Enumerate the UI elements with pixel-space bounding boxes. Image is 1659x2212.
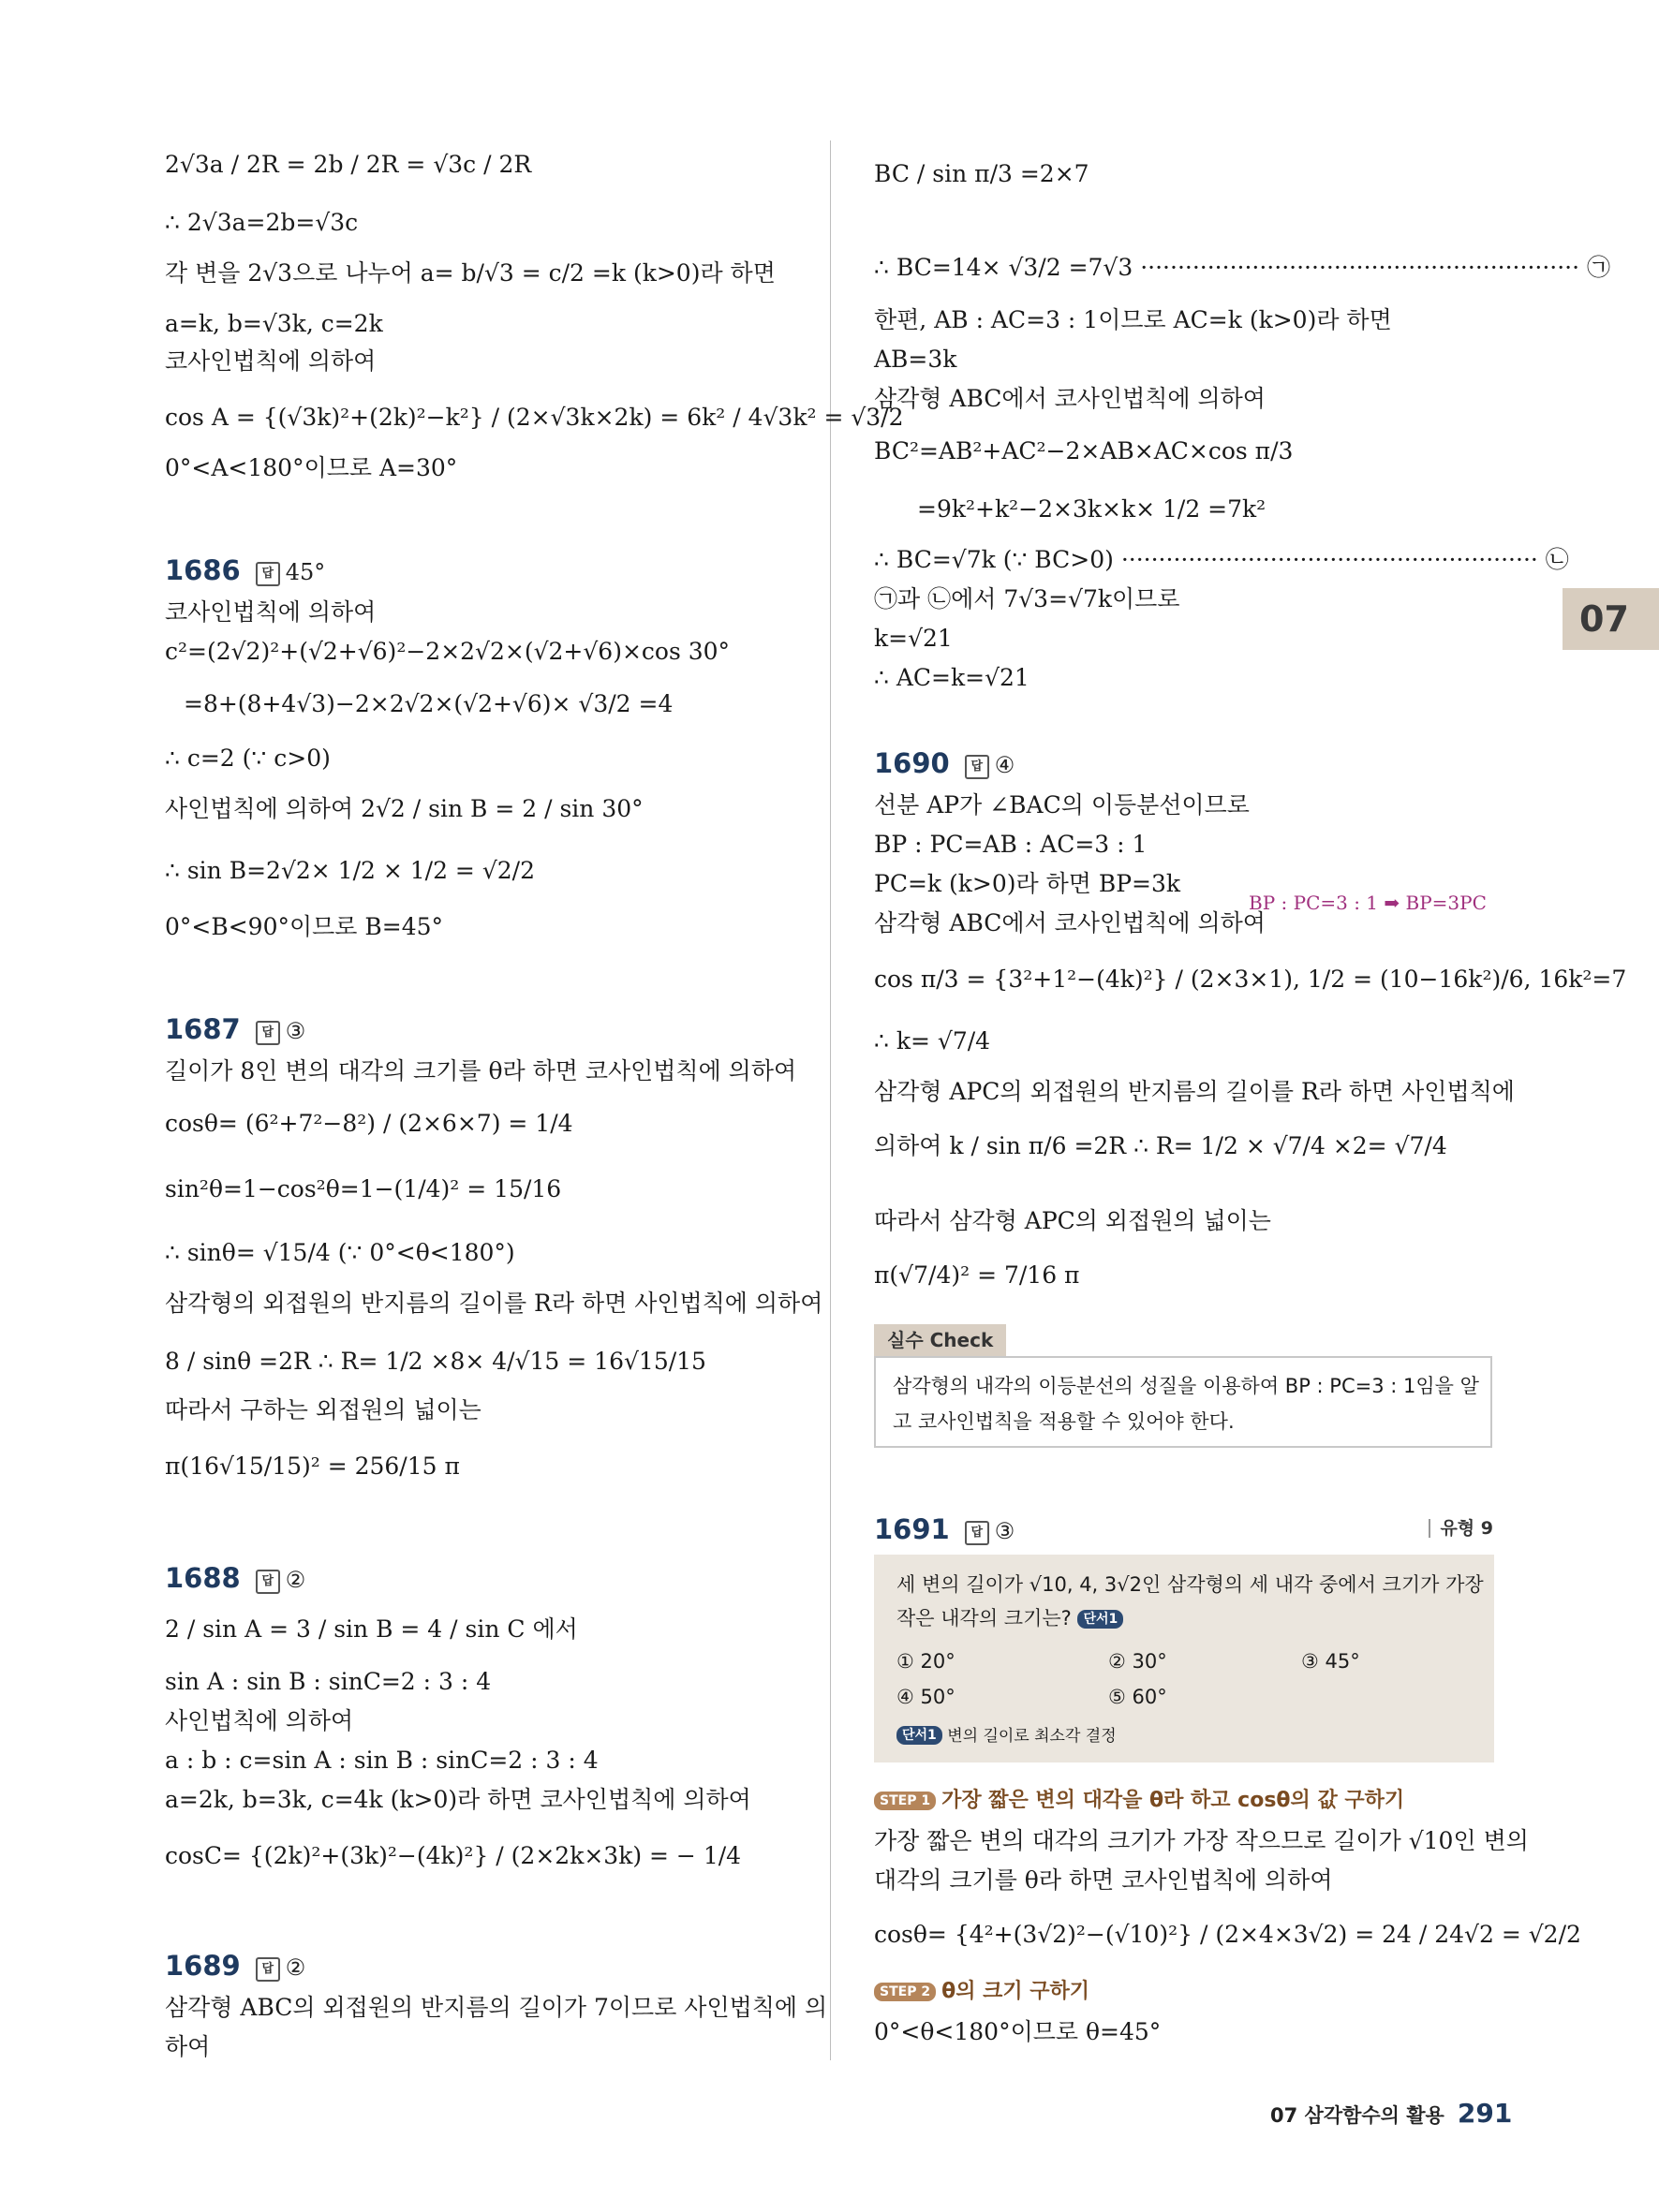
math-line: 2 / sin A = 3 / sin B = 4 / sin C 에서 — [165, 1615, 578, 1643]
math-line: c²=(2√2)²+(√2+√6)²−2×2√2×(√2+√6)×cos 30° — [165, 638, 731, 665]
problem-header-1690: 1690 답 ④ — [874, 747, 1015, 779]
math-line: cosθ= {4²+(3√2)²−(√10)²} / (2×4×3√2) = 24 / 24√2 = √2/2 — [874, 1921, 1581, 1948]
math-line: ㉠과 ㉡에서 7√3=√7k이므로 — [874, 585, 1180, 612]
text-line: 따라서 삼각형 APC의 외접원의 넓이는 — [874, 1207, 1271, 1234]
math-line: 2√3a / 2R = 2b / 2R = √3c / 2R — [165, 151, 532, 178]
math-line: 의하여 k / sin π/6 =2R ∴ R= 1/2 × √7/4 ×2= √7/4 — [874, 1132, 1447, 1159]
check-box — [874, 1356, 1492, 1448]
text-line: 길이가 8인 변의 대각의 크기를 θ라 하면 코사인법칙에 의하여 — [165, 1057, 797, 1084]
math-line: sin A : sin B : sinC=2 : 3 : 4 — [165, 1668, 492, 1695]
choice-2: ② 30° — [1108, 1650, 1167, 1673]
text-line: 사인법칙에 의하여 — [165, 1707, 354, 1734]
math-line: BP : PC=AB : AC=3 : 1 — [874, 831, 1148, 858]
math-line: ∴ c=2 (∵ c>0) — [165, 745, 331, 772]
step1-title: STEP 1 가장 짧은 변의 대각을 θ라 하고 cosθ의 값 구하기 — [874, 1787, 1404, 1815]
page-number: 291 — [1457, 2098, 1513, 2129]
math-line: 사인법칙에 의하여 2√2 / sin B = 2 / sin 30° — [165, 795, 644, 822]
text-line: 코사인법칙에 의하여 — [165, 598, 377, 626]
text-line: 가장 짧은 변의 대각의 크기가 가장 작으므로 길이가 √10인 변의 — [874, 1827, 1529, 1854]
text-line: a=2k, b=3k, c=4k (k>0)라 하면 코사인법칙에 의하여 — [165, 1786, 751, 1813]
choice-1: ① 20° — [896, 1650, 955, 1673]
math-line: BC²=AB²+AC²−2×AB×AC×cos π/3 — [874, 437, 1294, 465]
chapter-tab: 07 — [1563, 588, 1659, 650]
math-line: AB=3k — [874, 346, 957, 373]
text-line: 각 변을 2√3으로 나누어 a= b/√3 = c/2 =k (k>0)라 하면 — [165, 259, 776, 287]
math-line: ∴ AC=k=√21 — [874, 664, 1029, 691]
math-line: a=k, b=√3k, c=2k — [165, 310, 383, 337]
page-footer — [1270, 2098, 1512, 2129]
text-line: 코사인법칙에 의하여 — [165, 347, 377, 375]
math-line: ∴ BC=14× √3/2 =7√3 ··························································· ㉠ — [874, 254, 1611, 281]
text-line: 삼각형 ABC의 외접원의 반지름의 길이가 7이므로 사인법칙에 의 — [165, 1994, 828, 2021]
math-line: ∴ 2√3a=2b=√3c — [165, 209, 359, 236]
choice-5: ⑤ 60° — [1108, 1686, 1167, 1708]
math-line: cosθ= (6²+7²−8²) / (2×6×7) = 1/4 — [165, 1110, 573, 1137]
math-line: PC=k (k>0)라 하면 BP=3k — [874, 870, 1181, 897]
math-line: ∴ k= √7/4 — [874, 1027, 991, 1054]
text-line: 삼각형 APC의 외접원의 반지름의 길이를 R라 하면 사인법칙에 — [874, 1078, 1515, 1105]
side-note: BP : PC=3 : 1 ➡ BP=3PC — [1249, 892, 1487, 914]
math-line: k=√21 — [874, 625, 953, 652]
text-line: 대각의 크기를 θ라 하면 코사인법칙에 의하여 — [874, 1866, 1333, 1894]
text-line: 한편, AB : AC=3 : 1이므로 AC=k (k>0)라 하면 — [874, 306, 1392, 333]
text-line: 0°<A<180°이므로 A=30° — [165, 454, 458, 481]
hint-line: 단서1 변의 길이로 최소각 결정 — [896, 1721, 1117, 1751]
math-line: BC / sin π/3 =2×7 — [874, 160, 1089, 187]
problem-header-1687: 1687 답 ③ — [165, 1013, 306, 1045]
question-box — [874, 1555, 1494, 1762]
type-tag: 유형 9 — [1429, 1519, 1493, 1538]
math-line: cos π/3 = {3²+1²−(4k)²} / (2×3×1), 1/2 = (10−16k²)/6, 16k²=7 — [874, 966, 1627, 993]
math-line: ∴ sin B=2√2× 1/2 × 1/2 = √2/2 — [165, 857, 535, 884]
text-line: 따라서 구하는 외접원의 넓이는 — [165, 1396, 481, 1423]
answer-badge-icon: 답 — [256, 1570, 280, 1594]
text-line: 선분 AP가 ∠BAC의 이등분선이므로 — [874, 791, 1250, 818]
question-line: 작은 내각의 크기는? 단서1 — [896, 1603, 1123, 1633]
answer-badge-icon: 답 — [965, 1521, 989, 1545]
math-line: sin²θ=1−cos²θ=1−(1/4)² = 15/16 — [165, 1175, 562, 1202]
check-line: 고 코사인법칙을 적용할 수 있어야 한다. — [893, 1410, 1235, 1433]
footer-chapter-title: 07 삼각함수의 활용 — [1270, 2104, 1444, 2127]
problem-header-1686: 1686 답 45° — [165, 554, 326, 586]
text-line: 삼각형의 외접원의 반지름의 길이를 R라 하면 사인법칙에 의하여 — [165, 1290, 823, 1317]
answer-badge-icon: 답 — [256, 1957, 280, 1982]
check-label: 실수 Check — [874, 1324, 1006, 1356]
hint-badge: 단서1 — [1077, 1610, 1123, 1629]
question-line: 세 변의 길이가 √10, 4, 3√2인 삼각형의 세 내각 중에서 크기가 가장 — [896, 1573, 1484, 1596]
math-line: =9k²+k²−2×3k×k× 1/2 =7k² — [917, 495, 1266, 523]
choice-3: ③ 45° — [1301, 1650, 1360, 1673]
choice-4: ④ 50° — [896, 1686, 955, 1708]
check-panel — [874, 1324, 1492, 1448]
text-line: 삼각형 ABC에서 코사인법칙에 의하여 — [874, 909, 1266, 936]
answer-badge-icon: 답 — [256, 562, 280, 586]
math-line: cosC= {(2k)²+(3k)²−(4k)²} / (2×2k×3k) = − 1/4 — [165, 1842, 742, 1869]
text-line: 하여 — [165, 2033, 211, 2060]
math-line: ∴ BC=√7k (∵ BC>0) ························································ ㉡ — [874, 546, 1569, 573]
check-line: 삼각형의 내각의 이등분선의 성질을 이용하여 BP : PC=3 : 1임을 알 — [893, 1375, 1479, 1397]
math-line: ∴ sinθ= √15/4 (∵ 0°<θ<180°) — [165, 1239, 515, 1266]
step2-title: STEP 2 θ의 크기 구하기 — [874, 1978, 1089, 2006]
math-line: cos A = {(√3k)²+(2k)²−k²} / (2×√3k×2k) = 6k² / 4√3k² = √3/2 — [165, 404, 904, 431]
math-line: π(√7/4)² = 7/16 π — [874, 1261, 1080, 1289]
answer-badge-icon: 답 — [965, 755, 989, 779]
math-line: 0°<θ<180°이므로 θ=45° — [874, 2018, 1162, 2045]
text-line: 삼각형 ABC에서 코사인법칙에 의하여 — [874, 385, 1266, 412]
text-line: 0°<B<90°이므로 B=45° — [165, 913, 444, 940]
math-line: a : b : c=sin A : sin B : sinC=2 : 3 : 4 — [165, 1747, 599, 1774]
problem-header-1691: 1691 답 ③ — [874, 1513, 1015, 1545]
math-line: π(16√15/15)² = 256/15 π — [165, 1453, 460, 1480]
answer-badge-icon: 답 — [256, 1021, 280, 1045]
math-line: 8 / sinθ =2R ∴ R= 1/2 ×8× 4/√15 = 16√15/15 — [165, 1348, 706, 1375]
problem-header-1688: 1688 답 ② — [165, 1562, 306, 1594]
problem-header-1689: 1689 답 ② — [165, 1950, 306, 1982]
math-line: =8+(8+4√3)−2×2√2×(√2+√6)× √3/2 =4 — [184, 690, 674, 717]
